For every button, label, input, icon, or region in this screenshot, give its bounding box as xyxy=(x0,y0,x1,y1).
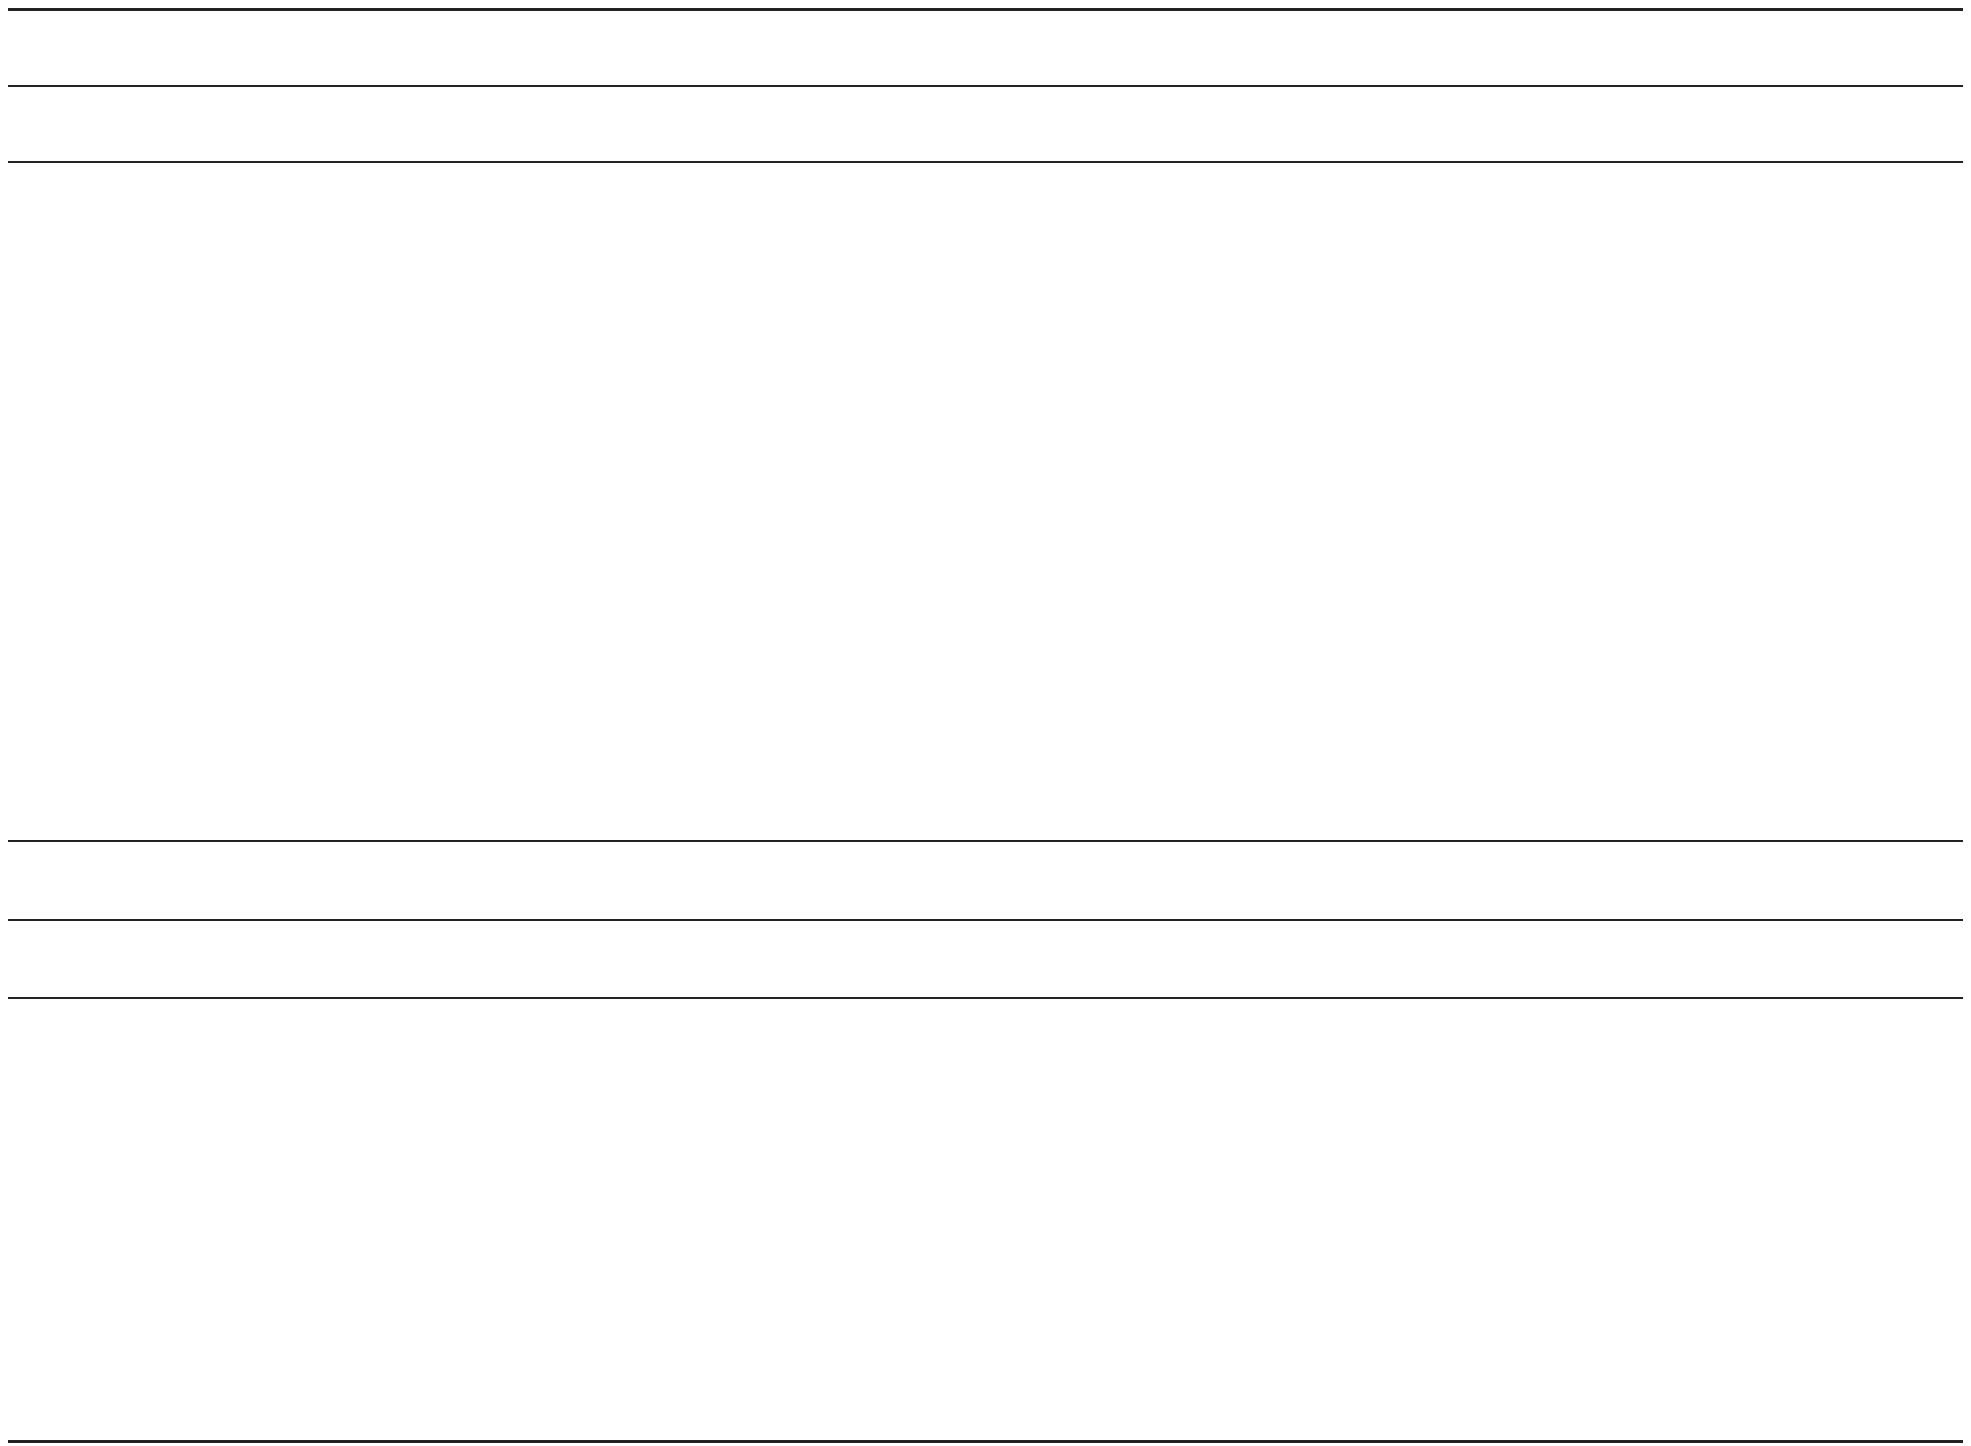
panel-a-header-rule xyxy=(8,161,1963,163)
header-bs xyxy=(898,88,1098,163)
panel-b-title xyxy=(8,844,1963,919)
header-f xyxy=(538,88,738,163)
header-lni-3 xyxy=(1508,922,1958,997)
header-lni-2 xyxy=(1018,922,1468,997)
header-5pct xyxy=(1308,88,1508,163)
panel-b-title-rule xyxy=(8,919,1963,921)
panel-b-header-rule xyxy=(8,997,1963,999)
header-variable-name xyxy=(8,922,508,997)
header-threshold-estimate xyxy=(1748,88,1968,163)
header-1pct xyxy=(1083,88,1283,163)
header-threshold-variable xyxy=(8,88,428,163)
header-lni-1 xyxy=(528,922,978,997)
panel-a-title xyxy=(8,10,1963,85)
panel-a-title-rule xyxy=(8,85,1963,87)
panel-b-top-rule xyxy=(8,840,1963,842)
bottom-rule xyxy=(8,1440,1963,1443)
header-10pct xyxy=(1533,88,1733,163)
